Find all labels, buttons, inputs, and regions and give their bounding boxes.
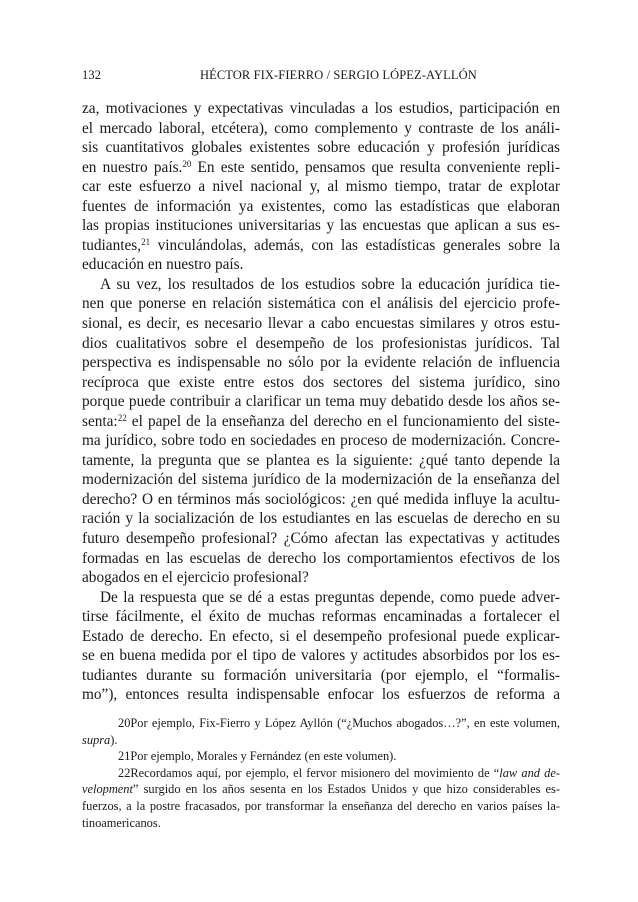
footnote-22-cont: tinoamericanos. bbox=[82, 815, 161, 830]
text-line: formadas en las escuelas de derecho los comportamientos efectivos de los bbox=[82, 549, 560, 567]
text-line: tudiantes durante su formación universitaria (por ejemplo, el “formalis- bbox=[82, 666, 560, 684]
text-line: recíproca que existe entre estos dos sectores del sistema jurídico, sino bbox=[82, 373, 560, 391]
text-segment: en nuestro país. bbox=[82, 158, 183, 176]
text-line: car este esfuerzo a nivel nacional y, al mismo tiempo, tratar de explotar bbox=[82, 178, 560, 196]
footnote-text: Por ejemplo, Morales y Fernández (en este volumen). bbox=[130, 749, 397, 764]
text-line: fuentes de información ya existentes, como las estadísticas que elaboran bbox=[82, 197, 560, 215]
footnote-number: 22 bbox=[118, 765, 131, 780]
text-line: el mercado laboral, etcétera), como complemento y contraste de los análi- bbox=[82, 119, 560, 137]
footnote-italic: velopment bbox=[82, 782, 133, 797]
footnote-ref-20[interactable]: 20 bbox=[182, 158, 192, 169]
footnote-text: ” surgido en los años sesenta en los Estados Unidos y que hizo considerables es- bbox=[132, 782, 560, 797]
main-text bbox=[82, 99, 560, 705]
footnote-ref-22[interactable]: 22 bbox=[117, 412, 127, 423]
page-number: 132 bbox=[82, 68, 102, 82]
text-line: educación en nuestro país. bbox=[82, 256, 244, 274]
running-header bbox=[82, 68, 560, 88]
footnote-text: Por ejemplo, Fix-Fierro y López Ayllón (“¿Muchos abogados…?”, en este volumen, bbox=[130, 716, 560, 730]
footnote-text: Recordamos aquí, por ejemplo, el fervor misionero del movimiento de “ bbox=[130, 765, 500, 780]
text-line: futuro desempeño profesional? ¿Cómo afectan las expectativas y actitudes bbox=[82, 530, 560, 548]
text-line: ración y la socialización de los estudiantes en las escuelas de derecho en su bbox=[82, 510, 560, 528]
footnote-number: 21 bbox=[118, 749, 131, 764]
footnote-italic: supra bbox=[82, 732, 111, 747]
text-line: sis cuantitativos globales existentes sobre educación y profesión jurídicas bbox=[82, 139, 560, 157]
footnote-number: 20 bbox=[118, 716, 131, 730]
text-line: za, motivaciones y expectativas vinculadas a los estudios, participación en bbox=[82, 100, 560, 117]
text-line: sional, es decir, es necesario llevar a cabo encuestas similares y otros estu- bbox=[82, 315, 560, 333]
text-segment: vinculándolas, además, con las estadísticas generales sobre la bbox=[150, 236, 560, 254]
text-line: tirse fácilmente, el éxito de muchas reformas encaminadas a fortalecer el bbox=[82, 608, 560, 626]
footnote-22 bbox=[82, 765, 560, 782]
text-line: modernización del sistema jurídico de la modernización de la enseñanza del bbox=[82, 471, 560, 489]
text-segment: el papel de la enseñanza del derecho en el funcionamiento del siste- bbox=[126, 412, 560, 430]
footnote-21 bbox=[82, 748, 560, 765]
footnote-text: ). bbox=[110, 732, 118, 747]
paragraph-start: A su vez, los resultados de los estudios sobre la educación jurídica tie- bbox=[100, 275, 560, 293]
text-line: dios cualitativos sobre el desempeño de los profesionistas jurídicos. Tal bbox=[82, 334, 560, 352]
text-segment: En este sentido, pensamos que resulta conveniente repli- bbox=[191, 158, 560, 176]
text-line: ma jurídico, sobre todo en sociedades en proceso de modernización. Concre- bbox=[82, 432, 560, 450]
text-line: mo”), entonces resulta indispensable enfocar los esfuerzos de reforma a bbox=[82, 686, 560, 704]
footnote-22-cont bbox=[82, 781, 560, 798]
paragraph-start: De la respuesta que se dé a estas preguntas depende, como puede adver- bbox=[100, 588, 560, 606]
text-line: se en buena medida por el tipo de valores y actitudes absorbidos por los es- bbox=[82, 647, 560, 665]
text-line: perspectiva es indispensable no sólo por la evidente relación de influencia bbox=[82, 354, 560, 372]
text-line: derecho? O en términos más sociológicos: ¿en qué medida influye la acultu- bbox=[82, 490, 560, 508]
text-line: nen que ponerse en relación sistemática con el análisis del ejercicio profe- bbox=[82, 295, 560, 313]
footnote-ref-21[interactable]: 21 bbox=[141, 236, 151, 247]
text-line bbox=[82, 412, 560, 432]
footnote-italic: law and de- bbox=[499, 765, 560, 780]
text-line bbox=[82, 236, 560, 256]
text-line: tamente, la pregunta que se plantea es la siguiente: ¿qué tanto depende la bbox=[82, 451, 560, 469]
footnotes bbox=[82, 715, 560, 831]
text-segment: tudiantes, bbox=[82, 236, 142, 254]
footnote-20 bbox=[82, 715, 560, 732]
footnote-22-cont: fuerzos, a la postre fracasados, por transformar la enseñanza del derecho en varios países la- bbox=[82, 798, 560, 813]
footnote-20-cont bbox=[82, 732, 560, 749]
text-line: las propias instituciones universitarias y las encuestas que aplican a sus es- bbox=[82, 217, 560, 235]
text-segment: senta: bbox=[82, 412, 118, 430]
text-line: abogados en el ejercicio profesional? bbox=[82, 569, 309, 587]
running-head: HÉCTOR FIX-FIERRO / SERGIO LÓPEZ-AYLLÓN bbox=[200, 68, 477, 82]
text-line: Estado de derecho. En efecto, si el desempeño profesional puede explicar- bbox=[82, 627, 560, 645]
text-line bbox=[82, 158, 560, 178]
text-line: porque puede contribuir a clarificar un tema muy debatido desde los años se- bbox=[82, 393, 560, 411]
